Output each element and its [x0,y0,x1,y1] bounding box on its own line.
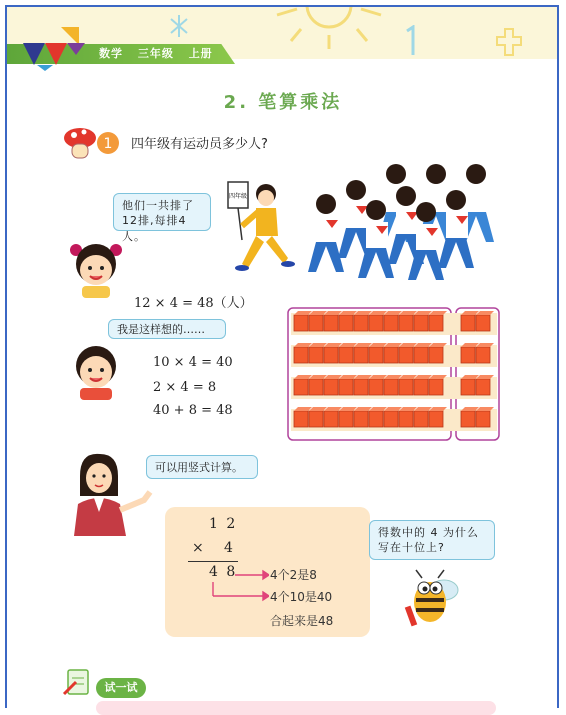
block [429,379,443,395]
step-1: 10 × 4 = 40 [153,355,233,370]
block [429,411,443,427]
block [339,347,353,363]
example-number: 1 [103,136,113,152]
block [369,347,383,363]
block [309,347,323,363]
block [339,379,353,395]
block [461,347,475,363]
block [461,315,475,331]
header-volume: 上册 [188,47,213,60]
header-subject: 数学 [99,47,123,60]
vertical-multiplier: 4 [224,540,233,556]
step-2: 2 × 4 = 8 [153,380,217,395]
block [309,315,323,331]
block [339,315,353,331]
teacher-avatar [66,452,156,536]
example-question: 四年级有运动员多少人? [131,137,268,152]
block [476,379,490,395]
block [309,379,323,395]
block [294,411,308,427]
step-3: 40 + 8 = 48 [153,403,233,418]
block [384,347,398,363]
block [324,379,338,395]
boy-speech-bubble: 我是这样想的…… [108,319,226,339]
plus-icon [495,27,523,57]
block [309,411,323,427]
bee-speech-bubble: 得数中的 4 为什么写在十位上? [369,520,495,560]
note-2: 4个10是40 [270,590,333,604]
block [354,379,368,395]
block [399,411,413,427]
block [414,379,428,395]
block [354,347,368,363]
block [369,379,383,395]
header-grade: 三年级 [137,47,174,60]
girl-avatar [68,236,124,298]
block [354,315,368,331]
boy-avatar [70,344,122,400]
vertical-result: 4 8 [209,564,238,580]
block [476,315,490,331]
bee-illustration [396,568,466,638]
block [414,347,428,363]
vertical-top-number: 1 2 [209,516,238,532]
block [461,379,475,395]
block [384,411,398,427]
block [476,411,490,427]
block [414,411,428,427]
header-text [99,45,223,61]
block [294,347,308,363]
block [384,379,398,395]
runner-with-sign-illustration [226,180,300,276]
block-array-illustration [287,307,501,442]
vertical-rule [188,561,238,562]
block [384,315,398,331]
block [461,411,475,427]
note-1: 4个2是8 [270,568,317,582]
block [429,315,443,331]
block [399,347,413,363]
tangram-logo-icon [23,23,93,71]
marching-athletes-illustration [306,158,502,280]
sun-icon [269,5,389,51]
number-one-icon [403,25,421,59]
block [369,315,383,331]
note-3: 合起来是48 [270,614,334,628]
block [399,379,413,395]
teacher-speech-bubble: 可以用竖式计算。 [146,455,258,479]
main-equation: 12 × 4 = 48（人） [134,296,253,311]
block [324,411,338,427]
block [339,411,353,427]
mushroom-example-icon [62,124,128,162]
vertical-operator: × [192,540,204,556]
block [324,315,338,331]
block [414,315,428,331]
notebook-pencil-icon [62,666,96,698]
block [324,347,338,363]
block [294,379,308,395]
block [354,411,368,427]
block [369,411,383,427]
block [476,347,490,363]
section-title: 2. 笔算乘法 [223,92,343,113]
block [399,315,413,331]
exercise-box [96,701,496,715]
block [294,315,308,331]
girl-speech-bubble: 他们一共排了12排,每排4人。 [113,193,211,231]
sign-text: 四年级 [228,193,248,200]
block [429,347,443,363]
annotation-arrows [205,566,269,606]
try-it-label: 试一试 [96,678,146,698]
sparkle-icon [167,15,191,37]
